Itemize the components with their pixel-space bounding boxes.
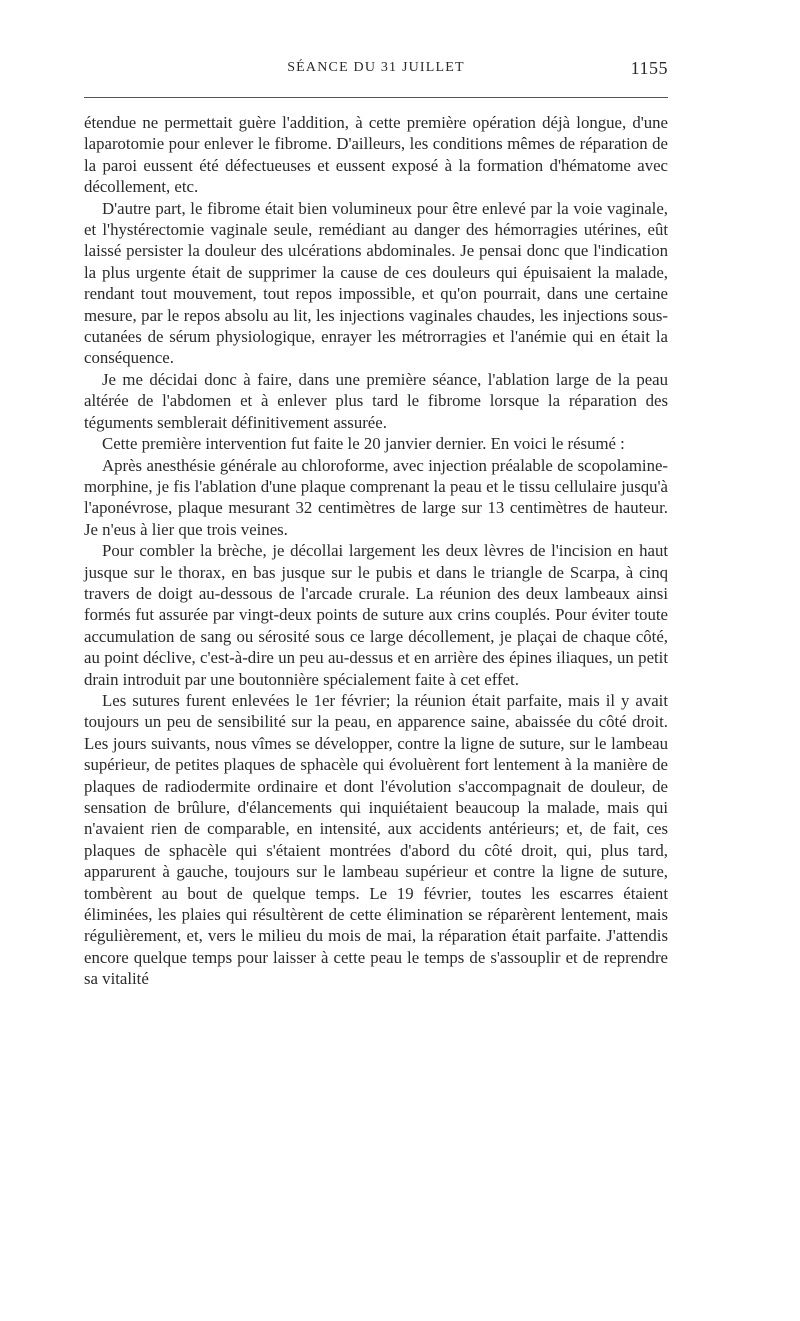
paragraph: Les sutures furent enlevées le 1er février; la réunion était parfaite, mais il y avait toujours un peu de sensibilité sur la peau, en apparence saine, abaissée du côté droit. Les jours suivants, nous vîmes se développer, contre la ligne de suture, sur le lambeau supérieur, de petites plaques de sphacèle qui évoluèrent fort lentement à la manière de plaques de radiodermite ordinaire et dont l'évolution s'accompagnait de douleur, de sensation de brûlure, d'élancements qui inquiétaient beaucoup la malade, mais qui n'avaient rien de comparable, en intensité, aux accidents antérieurs; et, de fait, ces plaques de sphacèle qui s'étaient montrées d'abord du côté droit, qui, plus tard, apparurent à gauche, toujours sur le lambeau supérieur et contre la ligne de suture, tombèrent au bout de quelque temps. Le 19 février, toutes les escarres étaient éliminées, les plaies qui résultèrent de cette élimination se réparèrent lentement, mais régulièrement, et, vers le milieu du mois de mai, la réparation était parfaite. J'attendis encore quelque temps pour laisser à cette peau le temps de s'assouplir et de reprendre sa vitalité — [84, 690, 668, 989]
paragraph: Après anesthésie générale au chloroforme, avec injection préalable de scopolamine-morphine, je fis l'ablation d'une plaque comprenant la peau et le tissu cellulaire jusqu'à l'aponévrose, plaque mesurant 32 centimètres de large sur 13 centimètres de hauteur. Je n'eus à lier que trois veines. — [84, 455, 668, 539]
paragraph: Je me décidai donc à faire, dans une première séance, l'ablation large de la peau altérée de l'abdomen et à enlever plus tard le fibrome lorsque la réparation des téguments semblerait définitivement assurée. — [84, 369, 668, 432]
header-rule — [84, 97, 668, 98]
paragraph: Cette première intervention fut faite le 20 janvier dernier. En voici le résumé : — [102, 434, 625, 454]
running-head: SÉANCE DU 31 JUILLET — [287, 60, 465, 75]
paragraph: Pour combler la brèche, je décollai largement les deux lèvres de l'incision en haut jusque sur le thorax, en bas jusque sur le pubis et dans le triangle de Scarpa, à cinq travers de doigt au-dessous de l'arcade crurale. La réunion des deux lambeaux ainsi formés fut assurée par vingt-deux points de suture aux crins couplés. Pour éviter toute accumulation de sang ou sérosité sous ce large décollement, je plaçai de chaque côté, au point déclive, c'est-à-dire un peu au-dessus et en arrière des épines iliaques, un petit drain introduit par une boutonnière spécialement faite à cet effet. — [84, 541, 668, 689]
page-number: 1155 — [630, 58, 668, 78]
paragraph: D'autre part, le fibrome était bien volumineux pour être enlevé par la voie vaginale, et l'hystérectomie vaginale seule, remédiant au danger des hémorragies utérines, eût laissé persister la douleur des ulcérations abdominales. Je pensai donc que l'indication la plus urgente était de supprimer la cause de ces douleurs qui épuisaient la malade, rendant tout mouvement, tout repos impossible, et qu'on pourrait, dans une certaine mesure, par le repos absolu au lit, les injections vaginales chaudes, les injections sous-cutanées de sérum physiologique, enrayer les métrorragies et l'anémie qui en était la conséquence. — [84, 198, 668, 368]
paragraph: étendue ne permettait guère l'addition, à cette première opération déjà longue, d'une laparotomie pour enlever le fibrome. D'ailleurs, les conditions mêmes de réparation de la paroi eussent été défectueuses et eussent exposé à la formation d'hématome avec décollement, etc. — [84, 113, 668, 197]
page-header — [84, 58, 668, 86]
body-text — [84, 112, 668, 990]
